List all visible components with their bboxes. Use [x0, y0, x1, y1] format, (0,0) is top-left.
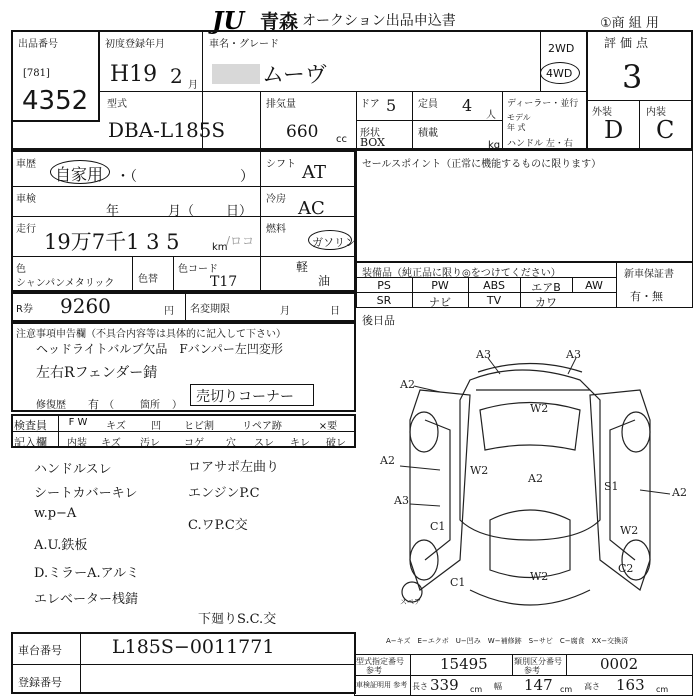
type-designation-label: 型式指定番号: [356, 657, 404, 666]
entry-label: 記入欄: [14, 436, 47, 449]
damage-c1-bottom-left: C1: [450, 576, 466, 589]
name-change-day: 日: [330, 306, 340, 317]
dimension-width-label: 幅: [494, 682, 502, 691]
dimension-length-unit: cm: [470, 685, 483, 694]
damage-a3-left-rear: A3: [394, 494, 409, 507]
entry-rub: スレ: [254, 438, 274, 449]
load-unit: kg: [488, 140, 501, 151]
notes-line2: 左右Rフェンダー錆: [36, 365, 158, 381]
lot-label: 出品番号: [18, 39, 58, 50]
cooling-label: 冷房: [266, 194, 286, 205]
model-year-label2: 年 式: [507, 123, 526, 132]
equip-sr: SR: [376, 294, 392, 307]
first-reg-month-unit: 月: [188, 80, 198, 91]
damage-a2-left-mid: A2: [380, 454, 395, 467]
damage-a2-roof: A2: [528, 472, 543, 485]
model-label: 型式: [107, 99, 127, 110]
insp-crack: ヒビ割: [184, 421, 214, 432]
remark-5: w.p−A: [34, 506, 77, 521]
first-reg-label: 初度登録年月: [105, 39, 165, 50]
recycle-value: 9260: [60, 294, 111, 318]
dimension-width-unit: cm: [560, 685, 573, 694]
damage-s1-right: S1: [604, 480, 619, 493]
model-value: DBA-L185S: [108, 118, 226, 142]
color-value: シャンパンメタリック: [16, 278, 115, 289]
form-title: オークション出品申込書: [302, 13, 456, 29]
first-reg-era: H19: [110, 62, 158, 87]
remark-1: ハンドルスレ: [34, 462, 112, 477]
damage-c1-left: C1: [430, 520, 446, 533]
dimension-length-value: 339: [430, 676, 459, 694]
org-name: 青森: [260, 11, 299, 33]
model-year-label1: モデル: [507, 113, 531, 122]
reg-no-label: 登録番号: [18, 676, 62, 689]
color-code-label: 色コード: [178, 264, 218, 275]
remark-4: エンジンP.C: [188, 486, 260, 501]
damage-a3-top-right: A3: [566, 348, 581, 361]
lot-number: 4352: [22, 86, 89, 116]
equip-pw: PW: [431, 279, 449, 292]
name-change-month: 月: [280, 306, 290, 317]
category-value: 0002: [600, 655, 639, 673]
inspection-month: 月（: [168, 204, 195, 219]
equipment-label: 装備品（純正品に限り◎をつけてください）: [362, 268, 561, 279]
equip-tv: TV: [486, 294, 502, 307]
chassis-label: 車台番号: [18, 644, 62, 657]
notes-label: 注意事項申告欄（不具合内容等は具体的に記入して下さい）: [16, 329, 286, 340]
mileage-value: 19万7千1 3 5: [44, 230, 180, 254]
chassis-value: L185S−0011771: [112, 636, 275, 658]
interior-label: 内装: [646, 107, 666, 118]
history-value: 自家用: [55, 165, 104, 184]
capacity-label: 定員: [418, 99, 438, 110]
entry-burn: コゲ: [184, 438, 204, 449]
repair-paren: （: [104, 400, 114, 411]
damage-w2-bonnet: W2: [530, 402, 549, 415]
dimension-height-label: 高さ: [584, 682, 600, 691]
capacity-value: 4: [462, 96, 473, 115]
entry-hole: 穴: [226, 438, 236, 449]
damage-a2-left-front: A2: [400, 378, 415, 391]
history-rest: ・（: [116, 169, 137, 185]
recycle-unit: 円: [164, 306, 174, 317]
category-ref: 参考: [524, 666, 540, 675]
fuel-value: ガソリン: [312, 236, 356, 249]
inspection-day: 日）: [226, 204, 253, 219]
remark-8: D.ミラーA.アルミ: [34, 566, 140, 581]
color-code-value: T17: [210, 274, 238, 290]
insp-dent: 凹: [151, 421, 161, 432]
name-change-label: 名変期限: [190, 304, 230, 315]
mileage-label: 走行: [16, 224, 36, 235]
warranty-label: 新車保証書: [624, 269, 674, 280]
score-value: 3: [622, 58, 643, 96]
damage-a2-right: A2: [672, 486, 687, 499]
exterior-value: D: [604, 116, 624, 144]
damage-w2-right-rear: W2: [620, 524, 639, 537]
capacity-unit: 人: [486, 110, 496, 121]
drive-4wd: 4WD: [546, 67, 573, 80]
displacement-label: 排気量: [266, 99, 296, 110]
insp-fw: F W: [68, 417, 88, 428]
entry-tear: 破レ: [326, 438, 346, 449]
history-close: ）: [240, 169, 254, 185]
damage-legend: A−キズ E−エクボ U−凹み W−補修跡 S−サビ C−腐食 XX−交換済: [386, 637, 629, 645]
mileage-unit: km: [212, 242, 228, 253]
equip-ps: PS: [377, 279, 391, 292]
remark-6: C.ワP.C交: [188, 518, 248, 533]
cooling-value: AC: [298, 198, 325, 219]
insp-scratch: キズ: [106, 421, 126, 432]
displacement-unit: cc: [336, 134, 347, 145]
damage-a3-top-left: A3: [476, 348, 491, 361]
dimensions-label: 車検証明用 参考: [356, 681, 408, 689]
inspection-year: 年: [106, 204, 120, 219]
dimension-length-label: 長さ: [412, 682, 428, 691]
color-change-label: 色替: [138, 274, 158, 285]
light-oil-label: 軽: [296, 260, 309, 274]
shape-label: 形状: [360, 128, 380, 139]
insp-need: ×要: [318, 421, 338, 432]
later-items-label: 後日品: [362, 314, 395, 327]
first-reg-month: 2: [170, 64, 183, 88]
entry-stain: 汚レ: [140, 438, 160, 449]
drive-2wd: 2WD: [548, 42, 575, 55]
fuel-label: 燃料: [266, 224, 286, 235]
damage-w2-left-door: W2: [470, 464, 489, 477]
doors-label: ドア: [360, 99, 380, 110]
handle-label: ハンドル 左・右: [507, 139, 573, 149]
dimension-height-value: 163: [616, 676, 645, 694]
score-label: 評価点: [604, 36, 653, 50]
copy-tag: ①商 組 用: [600, 16, 659, 31]
equip-airbag: エアB: [531, 281, 561, 294]
entry-scratch: キズ: [101, 438, 121, 449]
warranty-value: 有・無: [630, 290, 663, 303]
color-label: 色: [16, 264, 26, 275]
shift-value: AT: [302, 162, 327, 183]
car-name-label: 車名・グレード: [209, 39, 279, 50]
displacement-value: 660: [286, 122, 319, 142]
repair-value: 有: [88, 398, 99, 411]
recycle-label: R券: [16, 304, 33, 315]
dealer-label: ディーラー・並行: [507, 99, 579, 109]
doors-value: 5: [386, 96, 397, 115]
entry-cut: キレ: [290, 438, 310, 449]
dimension-height-unit: cm: [656, 685, 669, 694]
damage-w2-rear: W2: [530, 570, 549, 583]
mileage-note: /ロコ: [226, 234, 255, 248]
equip-navi: ナビ: [429, 296, 451, 309]
equip-leather: カワ: [535, 296, 557, 309]
remark-3: シートカバーキレ: [34, 486, 138, 501]
insp-repair: リペア跡: [242, 421, 282, 432]
repair-label: 修復歴: [36, 400, 66, 411]
equip-aw: AW: [585, 279, 603, 292]
load-label: 積載: [418, 128, 438, 139]
repair-parts: 箇所: [140, 400, 160, 411]
history-label: 車歴: [16, 159, 36, 170]
entry-interior: 内装: [67, 438, 87, 449]
category-label: 類別区分番号: [514, 657, 562, 666]
type-designation-value: 15495: [440, 655, 488, 673]
car-name-value: ムーヴ: [262, 63, 327, 88]
remark-10: 下廻りS.C.交: [198, 612, 277, 627]
inspector-label: 検査員: [14, 419, 47, 432]
remark-9: エレベーター桟錆: [34, 592, 139, 607]
interior-value: C: [656, 116, 675, 144]
inspection-label: 車検: [16, 194, 36, 205]
auction-logo: JU: [212, 6, 245, 35]
lot-code: [781]: [23, 68, 50, 79]
exterior-label: 外装: [592, 107, 612, 118]
shift-label: シフト: [266, 159, 296, 170]
sales-point-label: セールスポイント（正常に機能するものに限ります）: [362, 159, 602, 170]
sell-stamp-text: 売切りコーナー: [196, 389, 294, 405]
type-designation-ref: 参考: [366, 666, 382, 675]
remark-2: ロアサポ左曲り: [188, 460, 280, 475]
shape-value: BOX: [360, 136, 385, 149]
spare-label: スペア: [400, 598, 421, 606]
remark-7: A.U.鉄板: [34, 538, 88, 553]
repair-close: ）: [172, 400, 182, 411]
equip-abs: ABS: [483, 279, 505, 292]
damage-c2-rear-right: C2: [618, 562, 634, 575]
notes-line1: ヘッドライトバルブ欠品 Fバンパー左凹変形: [36, 342, 283, 356]
light-oil-label2: 油: [318, 274, 331, 288]
dimension-width-value: 147: [524, 676, 553, 694]
